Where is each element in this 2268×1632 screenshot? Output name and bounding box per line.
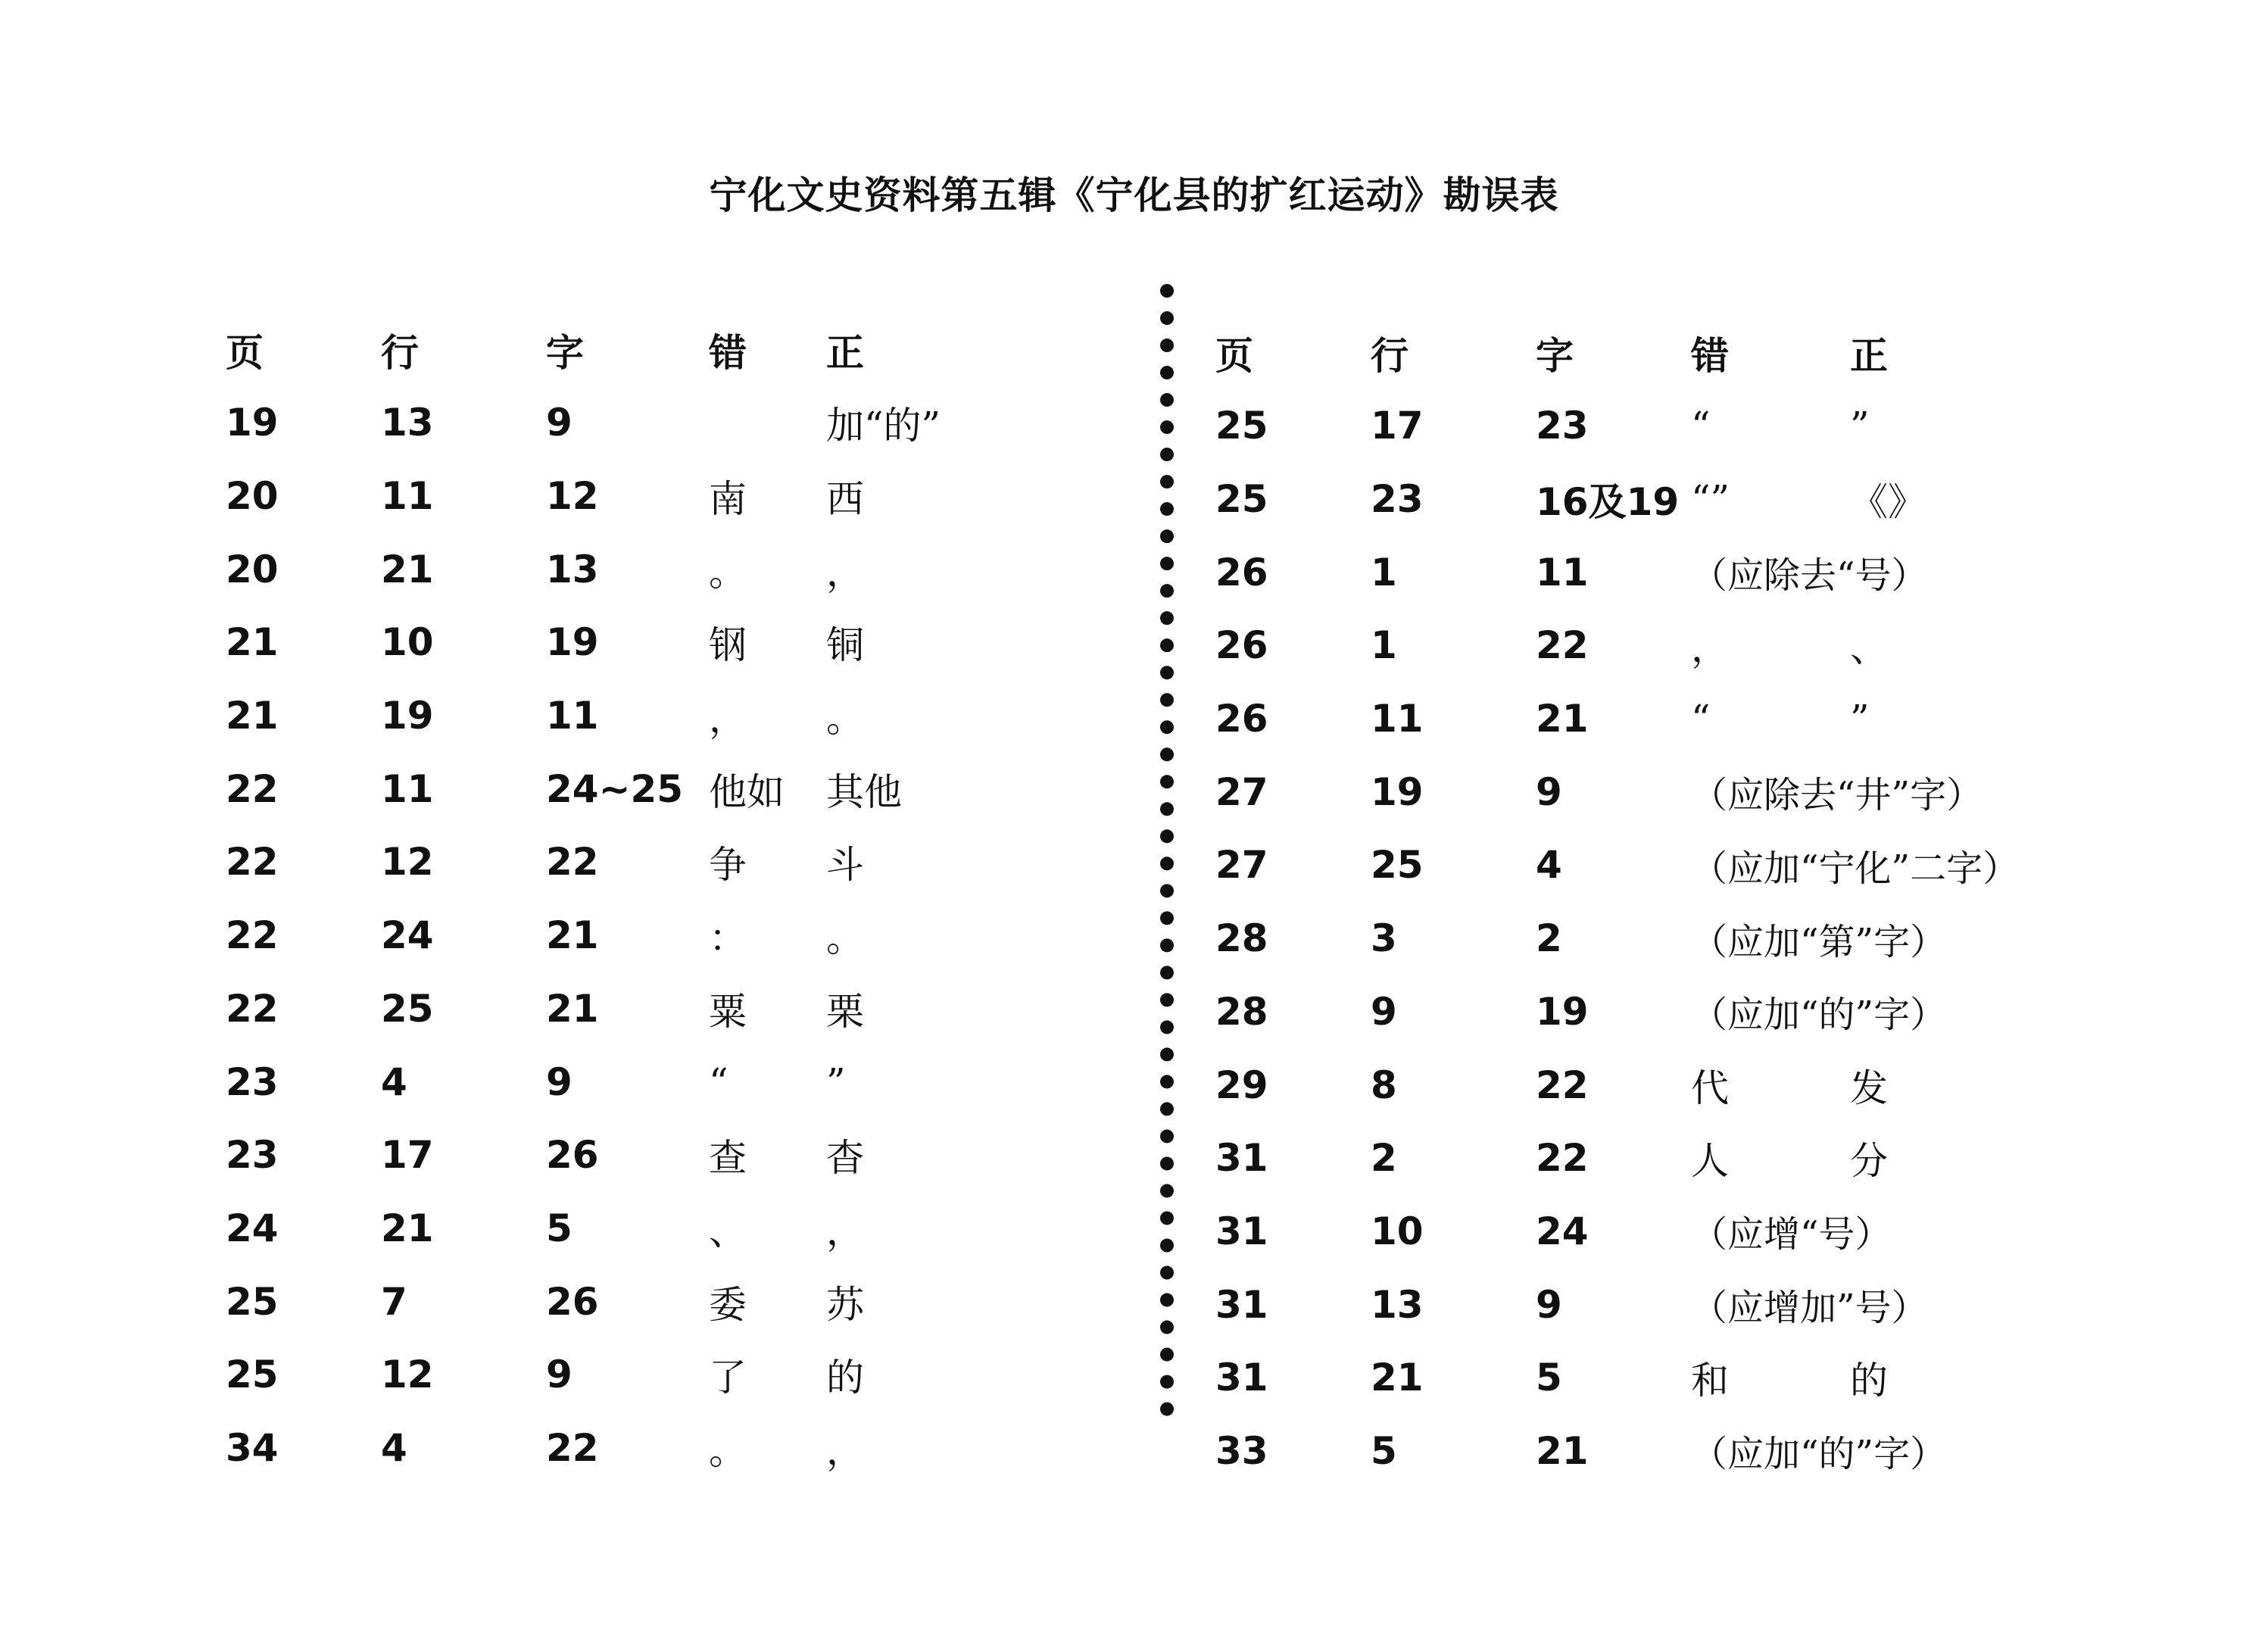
line-cell: 13 (1371, 1282, 1424, 1327)
line-cell: 10 (1371, 1209, 1424, 1253)
table-row (226, 386, 968, 460)
errata-table-left (226, 314, 968, 1484)
line-cell: 1 (1371, 623, 1397, 668)
wrong-cell: 和 (1691, 1359, 1729, 1403)
wrong-cell: “ (1691, 404, 1711, 448)
page-cell: 23 (226, 1059, 279, 1104)
table-row (226, 825, 968, 899)
line-cell: 19 (1371, 769, 1424, 814)
wrong-cell: 。 (709, 1428, 747, 1473)
page-cell: 28 (1215, 916, 1268, 961)
char-cell: 21 (546, 986, 599, 1031)
char-cell: 26 (546, 1279, 599, 1324)
wrong-cell: 他如 (709, 769, 785, 814)
wrong-cell: 人 (1691, 1139, 1729, 1184)
header-page: 页 (1215, 333, 1253, 378)
char-cell: 22 (1536, 1136, 1589, 1181)
page-cell: 25 (226, 1279, 279, 1324)
table-row (1215, 682, 2139, 756)
header-row (1215, 317, 2139, 389)
char-cell: 22 (546, 1425, 599, 1470)
page-cell: 27 (1215, 769, 1268, 814)
page-cell: 26 (1215, 697, 1268, 741)
page-cell: 23 (226, 1133, 279, 1178)
page-cell: 33 (1215, 1428, 1268, 1473)
line-cell: 12 (381, 1353, 434, 1397)
correct-cell: ， (826, 1428, 864, 1473)
char-cell: 21 (1536, 1428, 1589, 1473)
char-cell: 23 (1536, 404, 1589, 448)
wrong-cell: 代 (1691, 1066, 1729, 1110)
page-cell: 25 (1215, 477, 1268, 522)
table-row (226, 752, 968, 825)
correct-cell: 苏 (826, 1282, 864, 1327)
char-cell: 4 (1536, 843, 1562, 888)
header-wrong: 错 (1691, 333, 1729, 378)
table-row (226, 1045, 968, 1119)
page-cell: 26 (1215, 623, 1268, 668)
char-cell: 13 (546, 547, 599, 591)
char-cell: 22 (546, 840, 599, 885)
table-row (226, 972, 968, 1046)
line-cell: 24 (381, 913, 434, 958)
char-cell: 26 (546, 1133, 599, 1178)
table-row (226, 532, 968, 606)
table-row (1215, 609, 2139, 682)
page-cell: 21 (226, 620, 279, 665)
page-cell: 31 (1215, 1356, 1268, 1400)
table-row (1215, 1268, 2139, 1341)
table-row (1215, 1341, 2139, 1415)
line-cell: 21 (381, 1206, 434, 1250)
line-cell: 17 (381, 1133, 434, 1178)
table-row (1215, 1415, 2139, 1488)
line-cell: 9 (1371, 989, 1397, 1034)
line-cell: 4 (381, 1425, 407, 1470)
line-cell: 11 (1371, 697, 1424, 741)
wrong-cell: 争 (709, 843, 747, 888)
wrong-cell: （应增加”号） (1691, 1287, 1928, 1330)
page-cell: 29 (1215, 1063, 1268, 1107)
correct-cell: 发 (1850, 1066, 1888, 1110)
table-row (226, 460, 968, 533)
line-cell: 8 (1371, 1063, 1397, 1107)
line-cell: 7 (381, 1279, 407, 1324)
line-cell: 11 (381, 766, 434, 811)
char-cell: 9 (1536, 769, 1562, 814)
char-cell: 9 (546, 401, 572, 445)
table-row (226, 1265, 968, 1338)
table-row (1215, 1122, 2139, 1195)
table-row (226, 1192, 968, 1265)
wrong-cell: （应加“第”字） (1691, 920, 1947, 963)
char-cell: 19 (1536, 989, 1589, 1034)
page-cell: 19 (226, 401, 279, 445)
header-correct: 正 (1850, 333, 1888, 378)
wrong-cell: 、 (709, 1209, 747, 1253)
wrong-cell (709, 386, 826, 460)
wrong-cell: 南 (709, 477, 747, 522)
header-char: 字 (546, 330, 584, 375)
line-cell: 21 (381, 547, 434, 591)
column-divider (1160, 284, 1174, 1416)
table-row (226, 1412, 968, 1485)
correct-cell: 杳 (826, 1136, 864, 1181)
line-cell: 21 (1371, 1356, 1424, 1400)
correct-cell: 分 (1850, 1139, 1888, 1184)
page-cell: 20 (226, 474, 279, 519)
correct-cell: ， (826, 550, 864, 594)
line-cell: 10 (381, 620, 434, 665)
correct-cell: 。 (826, 697, 864, 741)
page-cell: 34 (226, 1425, 279, 1470)
wrong-cell: 钢 (709, 623, 747, 668)
line-cell: 17 (1371, 404, 1424, 448)
char-cell: 9 (1536, 1282, 1562, 1327)
page-cell: 25 (226, 1353, 279, 1397)
line-cell: 5 (1371, 1428, 1397, 1473)
char-cell: 24 (1536, 1209, 1589, 1253)
header-char: 字 (1536, 333, 1574, 378)
char-cell: 16及19 (1536, 480, 1680, 525)
wrong-cell: 。 (709, 550, 747, 594)
table-row (1215, 902, 2139, 975)
page-cell: 22 (226, 840, 279, 885)
line-cell: 25 (381, 986, 434, 1031)
correct-cell: 西 (826, 477, 864, 522)
char-cell: 22 (1536, 623, 1589, 668)
line-cell: 4 (381, 1059, 407, 1104)
wrong-cell: “” (1691, 477, 1730, 522)
wrong-cell: ： (709, 916, 747, 961)
char-cell: 19 (546, 620, 599, 665)
correct-cell: ” (1850, 697, 1870, 741)
wrong-cell: “ (1691, 697, 1711, 741)
wrong-cell: ， (709, 697, 747, 741)
table-row (226, 1338, 968, 1412)
page-cell: 22 (226, 766, 279, 811)
header-row (226, 314, 968, 386)
table-row (226, 899, 968, 972)
char-cell: 22 (1536, 1063, 1589, 1107)
wrong-cell: “ (709, 1059, 728, 1104)
correct-cell: 斗 (826, 843, 864, 888)
page-title: 宁化文史资料第五辑《宁化县的扩红运动》勘误表 (709, 173, 1559, 217)
char-cell: 21 (1536, 697, 1589, 741)
char-cell: 9 (546, 1059, 572, 1104)
correct-cell: 栗 (826, 989, 864, 1034)
correct-cell: ” (1850, 404, 1870, 448)
header-correct: 正 (826, 330, 864, 375)
line-cell: 2 (1371, 1136, 1397, 1181)
wrong-cell: ， (1691, 626, 1729, 671)
correct-cell: 的 (1850, 1359, 1888, 1403)
table-row (1215, 755, 2139, 828)
page-cell: 31 (1215, 1282, 1268, 1327)
page-cell: 24 (226, 1206, 279, 1250)
line-cell: 11 (381, 474, 434, 519)
table-row (1215, 535, 2139, 609)
header-page: 页 (226, 330, 264, 375)
table-row (1215, 1195, 2139, 1268)
table-row (1215, 975, 2139, 1049)
line-cell: 19 (381, 694, 434, 738)
wrong-cell: （应加“的”字） (1691, 994, 1947, 1037)
wrong-cell: 委 (709, 1282, 747, 1327)
header-line: 行 (1371, 333, 1409, 378)
line-cell: 23 (1371, 477, 1424, 522)
wrong-cell: 粟 (709, 989, 747, 1034)
line-cell: 1 (1371, 550, 1397, 594)
page-cell: 22 (226, 986, 279, 1031)
page-cell: 25 (1215, 404, 1268, 448)
table-row (1215, 463, 2139, 536)
header-wrong: 错 (709, 330, 747, 375)
page-cell: 27 (1215, 843, 1268, 888)
correct-cell: 铜 (826, 623, 864, 668)
line-cell: 12 (381, 840, 434, 885)
correct-cell: 《》 (1850, 480, 1926, 525)
wrong-cell: 了 (709, 1356, 747, 1400)
table-row (226, 1119, 968, 1192)
char-cell: 24~25 (546, 766, 684, 811)
char-cell: 5 (1536, 1356, 1562, 1400)
page-cell: 20 (226, 547, 279, 591)
wrong-cell: （应加“宁化”二字） (1691, 847, 2020, 890)
page-cell: 21 (226, 694, 279, 738)
correct-cell: 加“的” (826, 404, 941, 448)
char-cell: 9 (546, 1353, 572, 1397)
page-cell: 28 (1215, 989, 1268, 1034)
correct-cell: 。 (826, 916, 864, 961)
wrong-cell: （应加“的”字） (1691, 1433, 1947, 1476)
table-row (1215, 389, 2139, 463)
page-cell: 22 (226, 913, 279, 958)
page-cell: 31 (1215, 1136, 1268, 1181)
line-cell: 3 (1371, 916, 1397, 961)
table-row (1215, 1048, 2139, 1122)
page-cell: 26 (1215, 550, 1268, 594)
table-row (226, 679, 968, 753)
correct-cell: 、 (1850, 626, 1888, 671)
table-row (1215, 828, 2139, 902)
table-row (226, 606, 968, 679)
wrong-cell: （应增“号） (1691, 1213, 1892, 1256)
correct-cell: 其他 (826, 769, 902, 814)
wrong-cell: （应除去“号） (1691, 554, 1928, 598)
errata-table-right (1215, 317, 2139, 1487)
char-cell: 12 (546, 474, 599, 519)
char-cell: 5 (546, 1206, 572, 1250)
correct-cell: 的 (826, 1356, 864, 1400)
correct-cell: ， (826, 1209, 864, 1253)
char-cell: 2 (1536, 916, 1562, 961)
line-cell: 25 (1371, 843, 1424, 888)
wrong-cell: 查 (709, 1136, 747, 1181)
correct-cell: ” (826, 1059, 846, 1104)
char-cell: 11 (546, 694, 599, 738)
header-line: 行 (381, 330, 419, 375)
char-cell: 11 (1536, 550, 1589, 594)
char-cell: 21 (546, 913, 599, 958)
wrong-cell: （应除去“井”字） (1691, 774, 1983, 817)
page-cell: 31 (1215, 1209, 1268, 1253)
line-cell: 13 (381, 401, 434, 445)
